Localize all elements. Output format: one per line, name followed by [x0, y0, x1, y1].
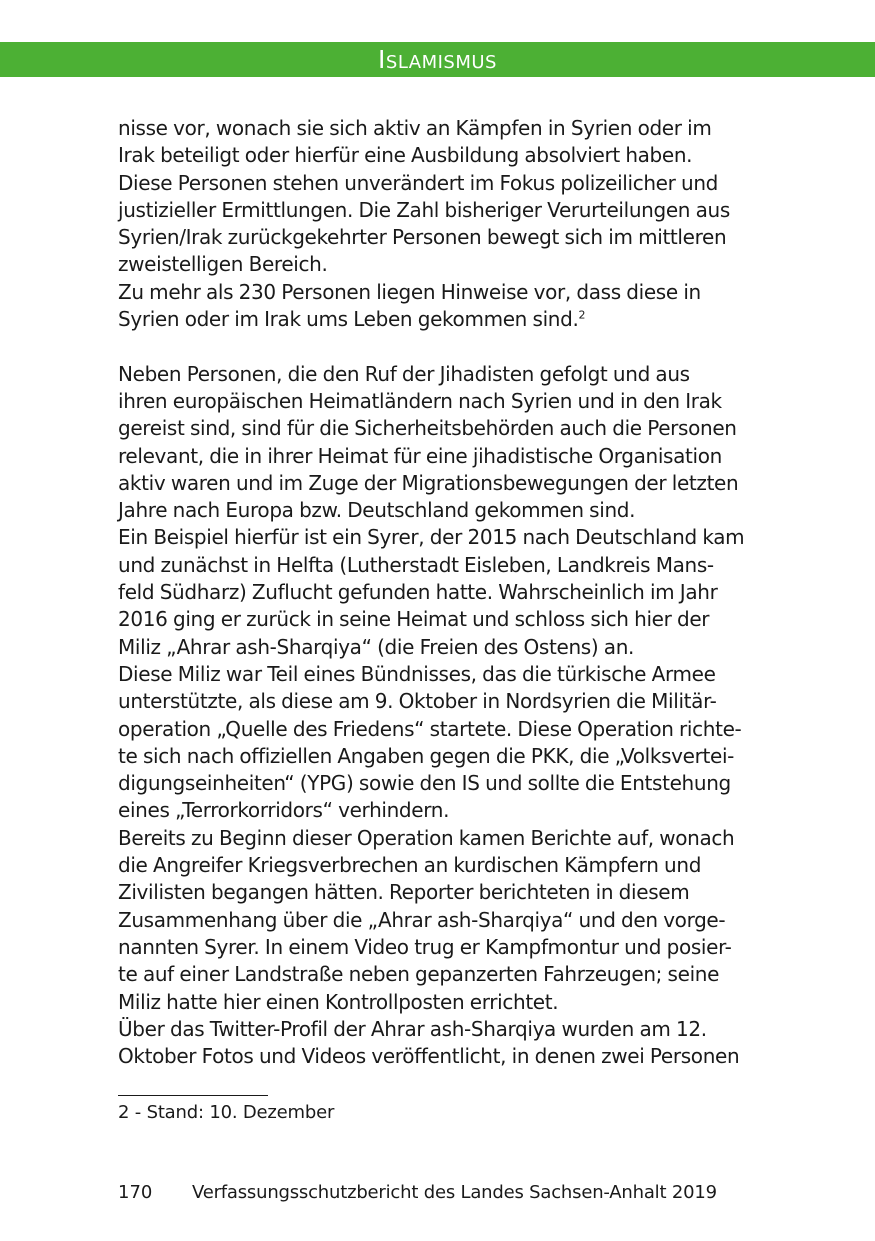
text-line: die Angreifer Kriegsverbrechen an kurdischen Kämpfern und [118, 853, 702, 878]
text-line: Zivilisten begangen hätten. Reporter berichteten in diesem [118, 880, 690, 905]
text-line: te sich nach offiziellen Angaben gegen die PKK, die „Volksvertei- [118, 743, 735, 768]
text-line: unterstützte, als diese am 9. Oktober in Nordsyrien die Militär- [118, 689, 717, 714]
text-line-with-footnote [118, 306, 798, 333]
text-line: Zu mehr als 230 Personen liegen Hinweise vor, dass diese in [118, 279, 701, 304]
text-line: feld Südharz) Zuflucht gefunden hatte. Wahrscheinlich im Jahr [118, 580, 718, 605]
paragraph-gap [118, 333, 798, 360]
text-line: Oktober Fotos und Videos veröffentlicht, in denen zwei Personen [118, 1044, 740, 1069]
text-line: te auf einer Landstraße neben gepanzerten Fahrzeugen; seine [118, 962, 720, 987]
text-line: nannten Syrer. In einem Video trug er Kampfmontur und posier- [118, 934, 732, 959]
text-line: nisse vor, wonach sie sich aktiv an Kämpfen in Syrien oder im [118, 116, 712, 140]
text-line: ihren europäischen Heimatländern nach Syrien und in den Irak [118, 388, 722, 413]
running-footer-title: Verfassungsschutzbericht des Landes Sachsen-Anhalt 2019 [192, 1182, 717, 1203]
text-line: Miliz „Ahrar ash-Sharqiya“ (die Freien des Ostens) an. [118, 634, 635, 659]
footnote-divider [118, 1095, 268, 1096]
footnote-reference: 2 [578, 308, 586, 322]
text-line: relevant, die in ihrer Heimat für eine jihadistische Organisation [118, 443, 722, 468]
text-line: operation „Quelle des Friedens“ startete. Diese Operation richte- [118, 716, 742, 741]
text-line: Bereits zu Beginn dieser Operation kamen Berichte auf, wonach [118, 825, 735, 850]
text-line: justizieller Ermittlungen. Die Zahl bisheriger Verurteilungen aus [118, 197, 730, 222]
text-line: und zunächst in Helfta (Lutherstadt Eisleben, Landkreis Mans- [118, 552, 714, 577]
footnote-text: 2 - Stand: 10. Dezember [118, 1102, 335, 1123]
text-line: gereist sind, sind für die Sicherheitsbehörden auch die Personen [118, 416, 737, 441]
text-line: Zusammenhang über die „Ahrar ash-Sharqiya“ und den vorge- [118, 907, 726, 932]
text-line: Über das Twitter-Profil der Ahrar ash-Sharqiya wurden am 12. [118, 1016, 707, 1041]
text-line: Syrien/Irak zurückgekehrter Personen bewegt sich im mittleren [118, 225, 727, 250]
text-line: Neben Personen, die den Ruf der Jihadisten gefolgt und aus [118, 361, 690, 386]
text-line: digungseinheiten“ (YPG) sowie den IS und sollte die Entstehung [118, 771, 731, 796]
text-line: Diese Personen stehen unverändert im Fokus polizeilicher und [118, 170, 719, 195]
text-line-content: Syrien oder im Irak ums Leben gekommen sind. [118, 307, 579, 332]
text-line: zweistelligen Bereich. [118, 252, 328, 277]
text-line: 2016 ging er zurück in seine Heimat und schloss sich hier der [118, 607, 710, 632]
text-line: eines „Terrorkorridors“ verhindern. [118, 798, 450, 823]
text-line: Jahre nach Europa bzw. Deutschland gekommen sind. [118, 498, 636, 523]
text-line: Ein Beispiel hierfür ist ein Syrer, der 2015 nach Deutschland kam [118, 525, 745, 550]
text-line: Diese Miliz war Teil eines Bündnisses, das die türkische Armee [118, 661, 716, 686]
text-line: aktiv waren und im Zuge der Migrationsbewegungen der letzten [118, 470, 739, 495]
body-text [118, 115, 798, 1070]
text-line: Miliz hatte hier einen Kontrollposten errichtet. [118, 989, 559, 1014]
text-line: Irak beteiligt oder hierfür eine Ausbildung absolviert haben. [118, 143, 693, 168]
section-title: Islamismus [378, 45, 497, 74]
page-number: 170 [118, 1182, 153, 1203]
